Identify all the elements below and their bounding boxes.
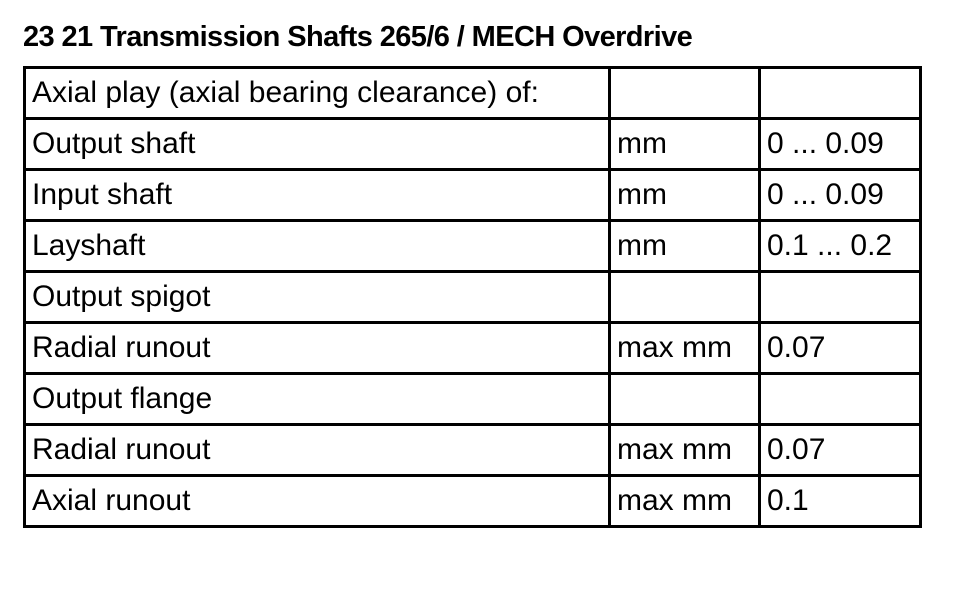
row-unit: max mm [610,425,760,476]
row-unit: mm [610,170,760,221]
row-label: Input shaft [25,170,610,221]
table-row [25,425,921,476]
row-label: Radial runout [25,323,610,374]
row-label: Axial play (axial bearing clearance) of: [25,68,610,119]
row-unit [610,374,760,425]
table-row [25,323,921,374]
row-label: Axial runout [25,476,610,527]
row-label: Output shaft [25,119,610,170]
row-label: Output spigot [25,272,610,323]
row-unit: mm [610,119,760,170]
row-unit: mm [610,221,760,272]
spec-table [23,66,922,528]
table-row [25,221,921,272]
page-title: 23 21 Transmission Shafts 265/6 / MECH Overdrive [23,21,693,53]
row-label: Layshaft [25,221,610,272]
row-unit: max mm [610,476,760,527]
table-row [25,119,921,170]
row-value: 0 ... 0.09 [760,119,921,170]
row-value [760,68,921,119]
table-row [25,272,921,323]
row-value: 0.1 [760,476,921,527]
row-label: Output flange [25,374,610,425]
row-unit: max mm [610,323,760,374]
table-row [25,476,921,527]
row-label: Radial runout [25,425,610,476]
table-row [25,170,921,221]
row-value: 0.07 [760,323,921,374]
row-value [760,374,921,425]
row-value: 0.07 [760,425,921,476]
row-value: 0 ... 0.09 [760,170,921,221]
row-value [760,272,921,323]
table-row [25,68,921,119]
row-unit [610,68,760,119]
row-value: 0.1 ... 0.2 [760,221,921,272]
table-row [25,374,921,425]
row-unit [610,272,760,323]
